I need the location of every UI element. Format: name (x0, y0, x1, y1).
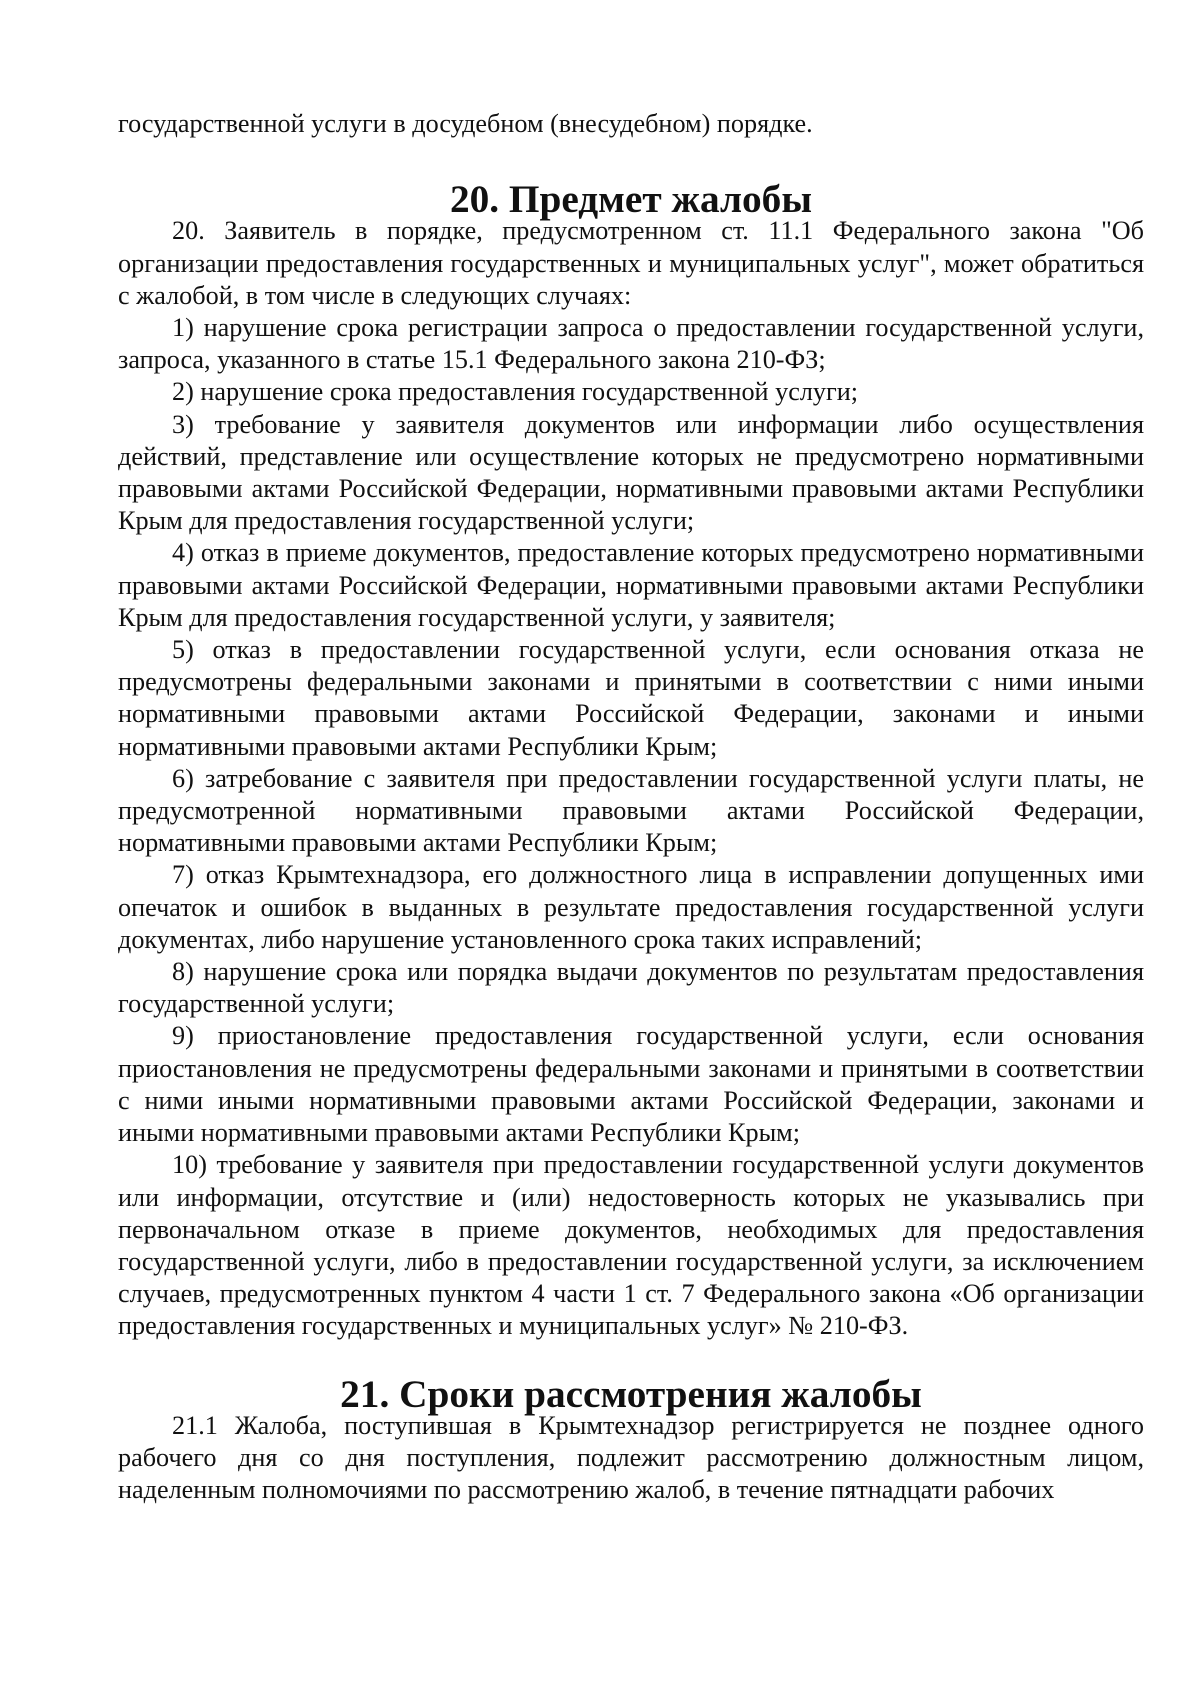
section-20-intro: 20. Заявитель в порядке, предусмотренном ст. 11.1 Федерального закона "Об организации предоставления государственных и муниципальных услуг", может обратиться с жалобой, в том числе в следующих случаях: (118, 216, 1144, 310)
list-item-10: 10) требование у заявителя при предоставлении государственной услуги документов или информации, отсутствие и (или) недостоверность которых не указывались при первоначальном отказе в приеме документов, необходимых для предоставления государственной услуги, либо в предоставлении государственной услуги, за исключением случаев, предусмотренных пунктом 4 части 1 ст. 7 Федерального закона «Об организации предоставления государственных и муниципальных услуг» № 210-ФЗ. (118, 1150, 1144, 1341)
list-item-7: 7) отказ Крымтехнадзора, его должностного лица в исправлении допущенных ими опечаток и ошибок в выданных в результате предоставления государственной услуги документах, либо нарушение установленного срока таких исправлений; (118, 860, 1144, 954)
document-page (118, 108, 1144, 1506)
lead-line: государственной услуги в досудебном (внесудебном) порядке. (118, 109, 813, 138)
list-item-5: 5) отказ в предоставлении государственной услуги, если основания отказа не предусмотрены федеральными законами и принятыми в соответствии с ними иными нормативными правовыми актами Российской Федерации, законами и иными нормативными правовыми актами Республики Крым; (118, 635, 1144, 761)
list-item-6: 6) затребование с заявителя при предоставлении государственной услуги платы, не предусмотренной нормативными правовыми актами Российской Федерации, нормативными правовыми актами Республики Крым; (118, 763, 1144, 858)
section-20-heading: 20. Предмет жалобы (449, 177, 813, 222)
section-21-paragraph: 21.1 Жалоба, поступившая в Крымтехнадзор регистрируется не позднее одного рабочего дня со дня поступления, подлежит рассмотрению должностным лицом, наделенным полномочиями по рассмотрению жалоб, в течение пятнадцати рабочих (118, 1410, 1144, 1505)
section-21-heading: 21. Сроки рассмотрения жалобы (340, 1371, 922, 1416)
list-item-9: 9) приостановление предоставления государственной услуги, если основания приостановления не предусмотрены федеральными законами и принятыми в соответствии с ними иными нормативными правовыми актами Российской Федерации, законами и иными нормативными правовыми актами Республики Крым; (118, 1021, 1144, 1148)
list-item-3: 3) требование у заявителя документов или информации либо осуществления действий, представление или осуществление которых не предусмотрено нормативными правовыми актами Российской Федерации, нормативными правовыми актами Республики Крым для предоставления государственной услуги; (118, 409, 1144, 536)
list-item-8: 8) нарушение срока или порядка выдачи документов по результатам предоставления государственной услуги; (118, 957, 1144, 1019)
list-item-2: 2) нарушение срока предоставления государственной услуги; (172, 377, 859, 407)
list-item-4: 4) отказ в приеме документов, предоставление которых предусмотрено нормативными правовыми актами Российской Федерации, нормативными правовыми актами Республики Крым для предоставления государственной услуги, у заявителя; (118, 538, 1144, 632)
list-item-1: 1) нарушение срока регистрации запроса о предоставлении государственной услуги, запроса, указанного в статье 15.1 Федерального закона 210-ФЗ; (118, 313, 1144, 375)
